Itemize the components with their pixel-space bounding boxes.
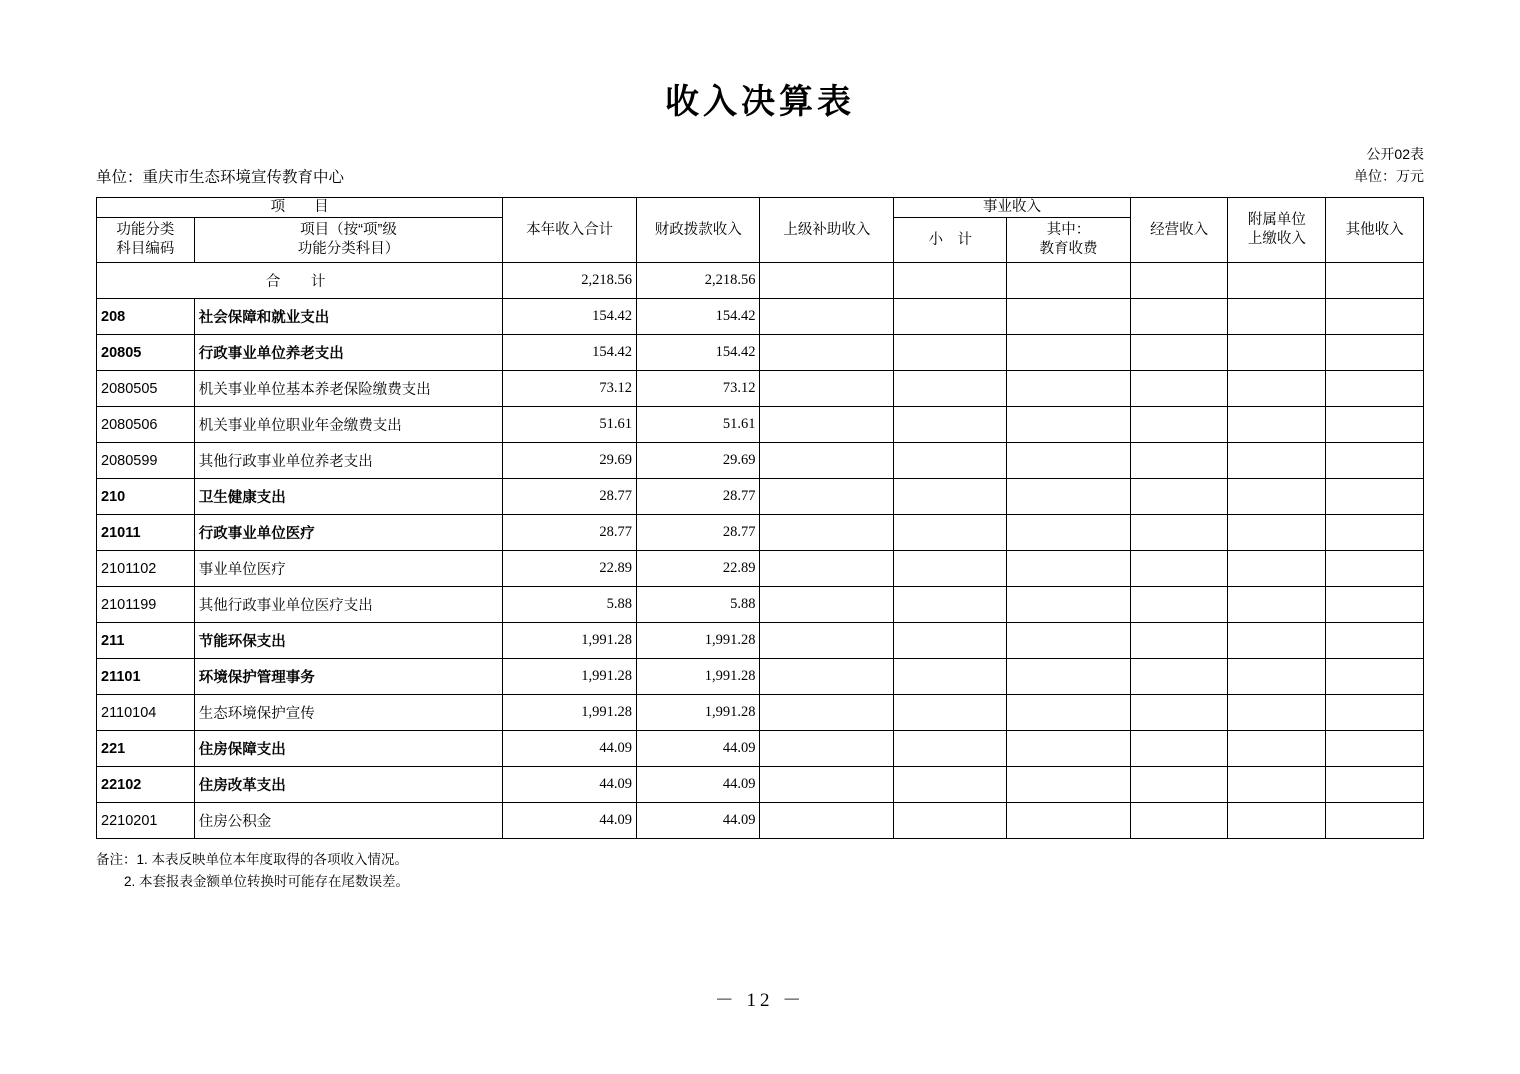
cell-business-sub: [894, 659, 1007, 695]
header-name-line2: 功能分类科目）: [297, 241, 400, 257]
cell-code: 2110104: [97, 695, 195, 731]
cell-total: 1,991.28: [503, 623, 637, 659]
header-fiscal: 财政拨款收入: [637, 198, 760, 263]
cell-operating: [1130, 587, 1228, 623]
header-code: [97, 218, 195, 263]
cell-code: 210: [97, 479, 195, 515]
cell-fiscal: 154.42: [637, 299, 760, 335]
header-code-line2: 科目编码: [116, 241, 175, 257]
cell-superior: [760, 443, 894, 479]
cell-business-edu: [1007, 299, 1130, 335]
cell-superior: [760, 623, 894, 659]
cell-business-edu: [1007, 551, 1130, 587]
cell-business-sub: [894, 515, 1007, 551]
page-title: 收入决算表: [665, 83, 855, 121]
cell-affiliate: [1228, 479, 1326, 515]
header-business-edu-line2: 教育收费: [1039, 241, 1098, 257]
cell-affiliate: [1228, 623, 1326, 659]
cell-other: [1326, 515, 1424, 551]
cell-code: 21101: [97, 659, 195, 695]
cell-total: 154.42: [503, 299, 637, 335]
cell-operating: [1130, 371, 1228, 407]
cell-business-edu: [1007, 803, 1130, 839]
cell-name: 其他行政事业单位医疗支出: [194, 587, 503, 623]
cell-superior: [760, 659, 894, 695]
cell-other: [1326, 803, 1424, 839]
cell-code: 208: [97, 299, 195, 335]
cell-business-sub: [894, 299, 1007, 335]
cell-operating: [1130, 731, 1228, 767]
cell-code: 221: [97, 731, 195, 767]
cell-name: 卫生健康支出: [194, 479, 503, 515]
cell-code: 2101102: [97, 551, 195, 587]
total-value-affiliate: [1228, 263, 1326, 299]
cell-fiscal: 51.61: [637, 407, 760, 443]
cell-total: 44.09: [503, 767, 637, 803]
cell-fiscal: 44.09: [637, 731, 760, 767]
header-other: 其他收入: [1326, 198, 1424, 263]
cell-affiliate: [1228, 695, 1326, 731]
cell-other: [1326, 371, 1424, 407]
cell-business-sub: [894, 551, 1007, 587]
cell-affiliate: [1228, 803, 1326, 839]
cell-name: 住房公积金: [194, 803, 503, 839]
header-business-edu-line1: 其中：: [1046, 222, 1091, 238]
cell-business-edu: [1007, 407, 1130, 443]
cell-code: 2080505: [97, 371, 195, 407]
cell-operating: [1130, 443, 1228, 479]
cell-business-edu: [1007, 587, 1130, 623]
cell-business-sub: [894, 371, 1007, 407]
cell-affiliate: [1228, 407, 1326, 443]
total-value-business-sub: [894, 263, 1007, 299]
cell-operating: [1130, 335, 1228, 371]
cell-business-edu: [1007, 443, 1130, 479]
cell-other: [1326, 299, 1424, 335]
cell-total: 44.09: [503, 803, 637, 839]
cell-operating: [1130, 623, 1228, 659]
cell-affiliate: [1228, 731, 1326, 767]
cell-fiscal: 5.88: [637, 587, 760, 623]
total-value-fiscal: 2,218.56: [637, 263, 760, 299]
notes: [96, 849, 1520, 893]
header-row-1: [97, 198, 1424, 218]
table-row: [97, 731, 1424, 767]
cell-total: 1,991.28: [503, 659, 637, 695]
cell-business-edu: [1007, 659, 1130, 695]
cell-business-edu: [1007, 731, 1130, 767]
table-row: [97, 371, 1424, 407]
cell-other: [1326, 587, 1424, 623]
table-row: [97, 767, 1424, 803]
table-row: [97, 299, 1424, 335]
cell-business-edu: [1007, 623, 1130, 659]
cell-fiscal: 154.42: [637, 335, 760, 371]
table-row: [97, 623, 1424, 659]
cell-name: 事业单位医疗: [194, 551, 503, 587]
cell-business-edu: [1007, 767, 1130, 803]
cell-business-sub: [894, 335, 1007, 371]
header-superior: 上级补助收入: [760, 198, 894, 263]
cell-total: 5.88: [503, 587, 637, 623]
cell-affiliate: [1228, 335, 1326, 371]
cell-business-edu: [1007, 479, 1130, 515]
cell-business-sub: [894, 479, 1007, 515]
cell-other: [1326, 407, 1424, 443]
cell-superior: [760, 803, 894, 839]
cell-fiscal: 22.89: [637, 551, 760, 587]
header-affiliate-line1: 附属单位: [1247, 212, 1306, 228]
meta-row: [0, 146, 1520, 197]
cell-fiscal: 28.77: [637, 515, 760, 551]
cell-business-sub: [894, 407, 1007, 443]
header-code-line1: 功能分类: [116, 222, 175, 238]
total-value-total: 2,218.56: [503, 263, 637, 299]
cell-superior: [760, 479, 894, 515]
cell-name: 其他行政事业单位养老支出: [194, 443, 503, 479]
cell-operating: [1130, 695, 1228, 731]
cell-business-sub: [894, 443, 1007, 479]
cell-total: 29.69: [503, 443, 637, 479]
cell-fiscal: 28.77: [637, 479, 760, 515]
cell-affiliate: [1228, 767, 1326, 803]
cell-superior: [760, 695, 894, 731]
page-number: － 12 －: [714, 990, 806, 1011]
cell-superior: [760, 731, 894, 767]
unit-label: 单位：重庆市生态环境宣传教育中心: [96, 169, 345, 186]
cell-total: 28.77: [503, 515, 637, 551]
total-value-business-edu: [1007, 263, 1130, 299]
header-business-edu: [1007, 218, 1130, 263]
total-value-operating: [1130, 263, 1228, 299]
cell-affiliate: [1228, 551, 1326, 587]
cell-fiscal: 1,991.28: [637, 695, 760, 731]
header-operating: 经营收入: [1130, 198, 1228, 263]
table-row: [97, 587, 1424, 623]
cell-operating: [1130, 551, 1228, 587]
table-row: [97, 803, 1424, 839]
cell-fiscal: 44.09: [637, 803, 760, 839]
cell-code: 22102: [97, 767, 195, 803]
header-name: [194, 218, 503, 263]
cell-other: [1326, 443, 1424, 479]
cell-business-edu: [1007, 515, 1130, 551]
cell-total: 22.89: [503, 551, 637, 587]
cell-total: 28.77: [503, 479, 637, 515]
table-row-total: [97, 263, 1424, 299]
table-header: [97, 198, 1424, 263]
cell-operating: [1130, 767, 1228, 803]
cell-business-edu: [1007, 695, 1130, 731]
cell-name: 住房保障支出: [194, 731, 503, 767]
cell-total: 154.42: [503, 335, 637, 371]
cell-name: 机关事业单位职业年金缴费支出: [194, 407, 503, 443]
total-value-superior: [760, 263, 894, 299]
cell-operating: [1130, 659, 1228, 695]
cell-business-sub: [894, 731, 1007, 767]
table-row: [97, 659, 1424, 695]
cell-name: 节能环保支出: [194, 623, 503, 659]
cell-affiliate: [1228, 587, 1326, 623]
cell-other: [1326, 335, 1424, 371]
table-row: [97, 479, 1424, 515]
cell-business-sub: [894, 587, 1007, 623]
cell-fiscal: 44.09: [637, 767, 760, 803]
header-affiliate-line2: 上缴收入: [1247, 231, 1306, 247]
table-row: [97, 335, 1424, 371]
cell-other: [1326, 659, 1424, 695]
cell-name: 住房改革支出: [194, 767, 503, 803]
cell-business-edu: [1007, 371, 1130, 407]
cell-code: 2210201: [97, 803, 195, 839]
cell-code: 2101199: [97, 587, 195, 623]
cell-other: [1326, 551, 1424, 587]
cell-name: 生态环境保护宣传: [194, 695, 503, 731]
table-body: [97, 263, 1424, 839]
cell-affiliate: [1228, 371, 1326, 407]
table-row: [97, 407, 1424, 443]
cell-fiscal: 1,991.28: [637, 659, 760, 695]
cell-other: [1326, 695, 1424, 731]
cell-superior: [760, 335, 894, 371]
cell-affiliate: [1228, 443, 1326, 479]
cell-superior: [760, 299, 894, 335]
header-project-group: 项 目: [97, 198, 503, 218]
table-row: [97, 551, 1424, 587]
table-row: [97, 515, 1424, 551]
cell-business-sub: [894, 767, 1007, 803]
header-affiliate: [1228, 198, 1326, 263]
income-final-accounts-table: [96, 197, 1424, 839]
meta-right: [1354, 143, 1424, 187]
cell-operating: [1130, 479, 1228, 515]
cell-superior: [760, 587, 894, 623]
cell-superior: [760, 407, 894, 443]
cell-affiliate: [1228, 659, 1326, 695]
cell-code: 2080599: [97, 443, 195, 479]
cell-total: 51.61: [503, 407, 637, 443]
cell-business-edu: [1007, 335, 1130, 371]
table-row: [97, 695, 1424, 731]
cell-operating: [1130, 407, 1228, 443]
cell-business-sub: [894, 695, 1007, 731]
cell-code: 2080506: [97, 407, 195, 443]
cell-name: 机关事业单位基本养老保险缴费支出: [194, 371, 503, 407]
cell-code: 211: [97, 623, 195, 659]
cell-fiscal: 1,991.28: [637, 623, 760, 659]
cell-fiscal: 29.69: [637, 443, 760, 479]
cell-operating: [1130, 515, 1228, 551]
cell-name: 社会保障和就业支出: [194, 299, 503, 335]
cell-total: 73.12: [503, 371, 637, 407]
form-code: 公开02表: [1366, 146, 1424, 162]
cell-other: [1326, 623, 1424, 659]
cell-business-sub: [894, 623, 1007, 659]
cell-code: 20805: [97, 335, 195, 371]
cell-other: [1326, 731, 1424, 767]
amount-unit: 单位：万元: [1354, 168, 1424, 184]
header-name-line1: 项目（按“项”级: [300, 222, 397, 238]
cell-operating: [1130, 299, 1228, 335]
cell-total: 1,991.28: [503, 695, 637, 731]
cell-affiliate: [1228, 299, 1326, 335]
cell-affiliate: [1228, 515, 1326, 551]
header-total: 本年收入合计: [503, 198, 637, 263]
note-line-2: 2. 本套报表金额单位转换时可能存在尾数误差。: [124, 874, 410, 889]
cell-name: 行政事业单位养老支出: [194, 335, 503, 371]
cell-superior: [760, 551, 894, 587]
cell-superior: [760, 515, 894, 551]
note-line-1: 备注：1. 本表反映单位本年度取得的各项收入情况。: [96, 852, 409, 867]
header-business-group: 事业收入: [894, 198, 1131, 218]
total-label: 合 计: [97, 263, 503, 299]
cell-operating: [1130, 803, 1228, 839]
cell-superior: [760, 767, 894, 803]
cell-other: [1326, 479, 1424, 515]
cell-name: 环境保护管理事务: [194, 659, 503, 695]
cell-code: 21011: [97, 515, 195, 551]
cell-total: 44.09: [503, 731, 637, 767]
cell-fiscal: 73.12: [637, 371, 760, 407]
cell-superior: [760, 371, 894, 407]
header-business-sub: 小 计: [894, 218, 1007, 263]
cell-other: [1326, 767, 1424, 803]
cell-business-sub: [894, 803, 1007, 839]
table-row: [97, 443, 1424, 479]
cell-name: 行政事业单位医疗: [194, 515, 503, 551]
total-value-other: [1326, 263, 1424, 299]
